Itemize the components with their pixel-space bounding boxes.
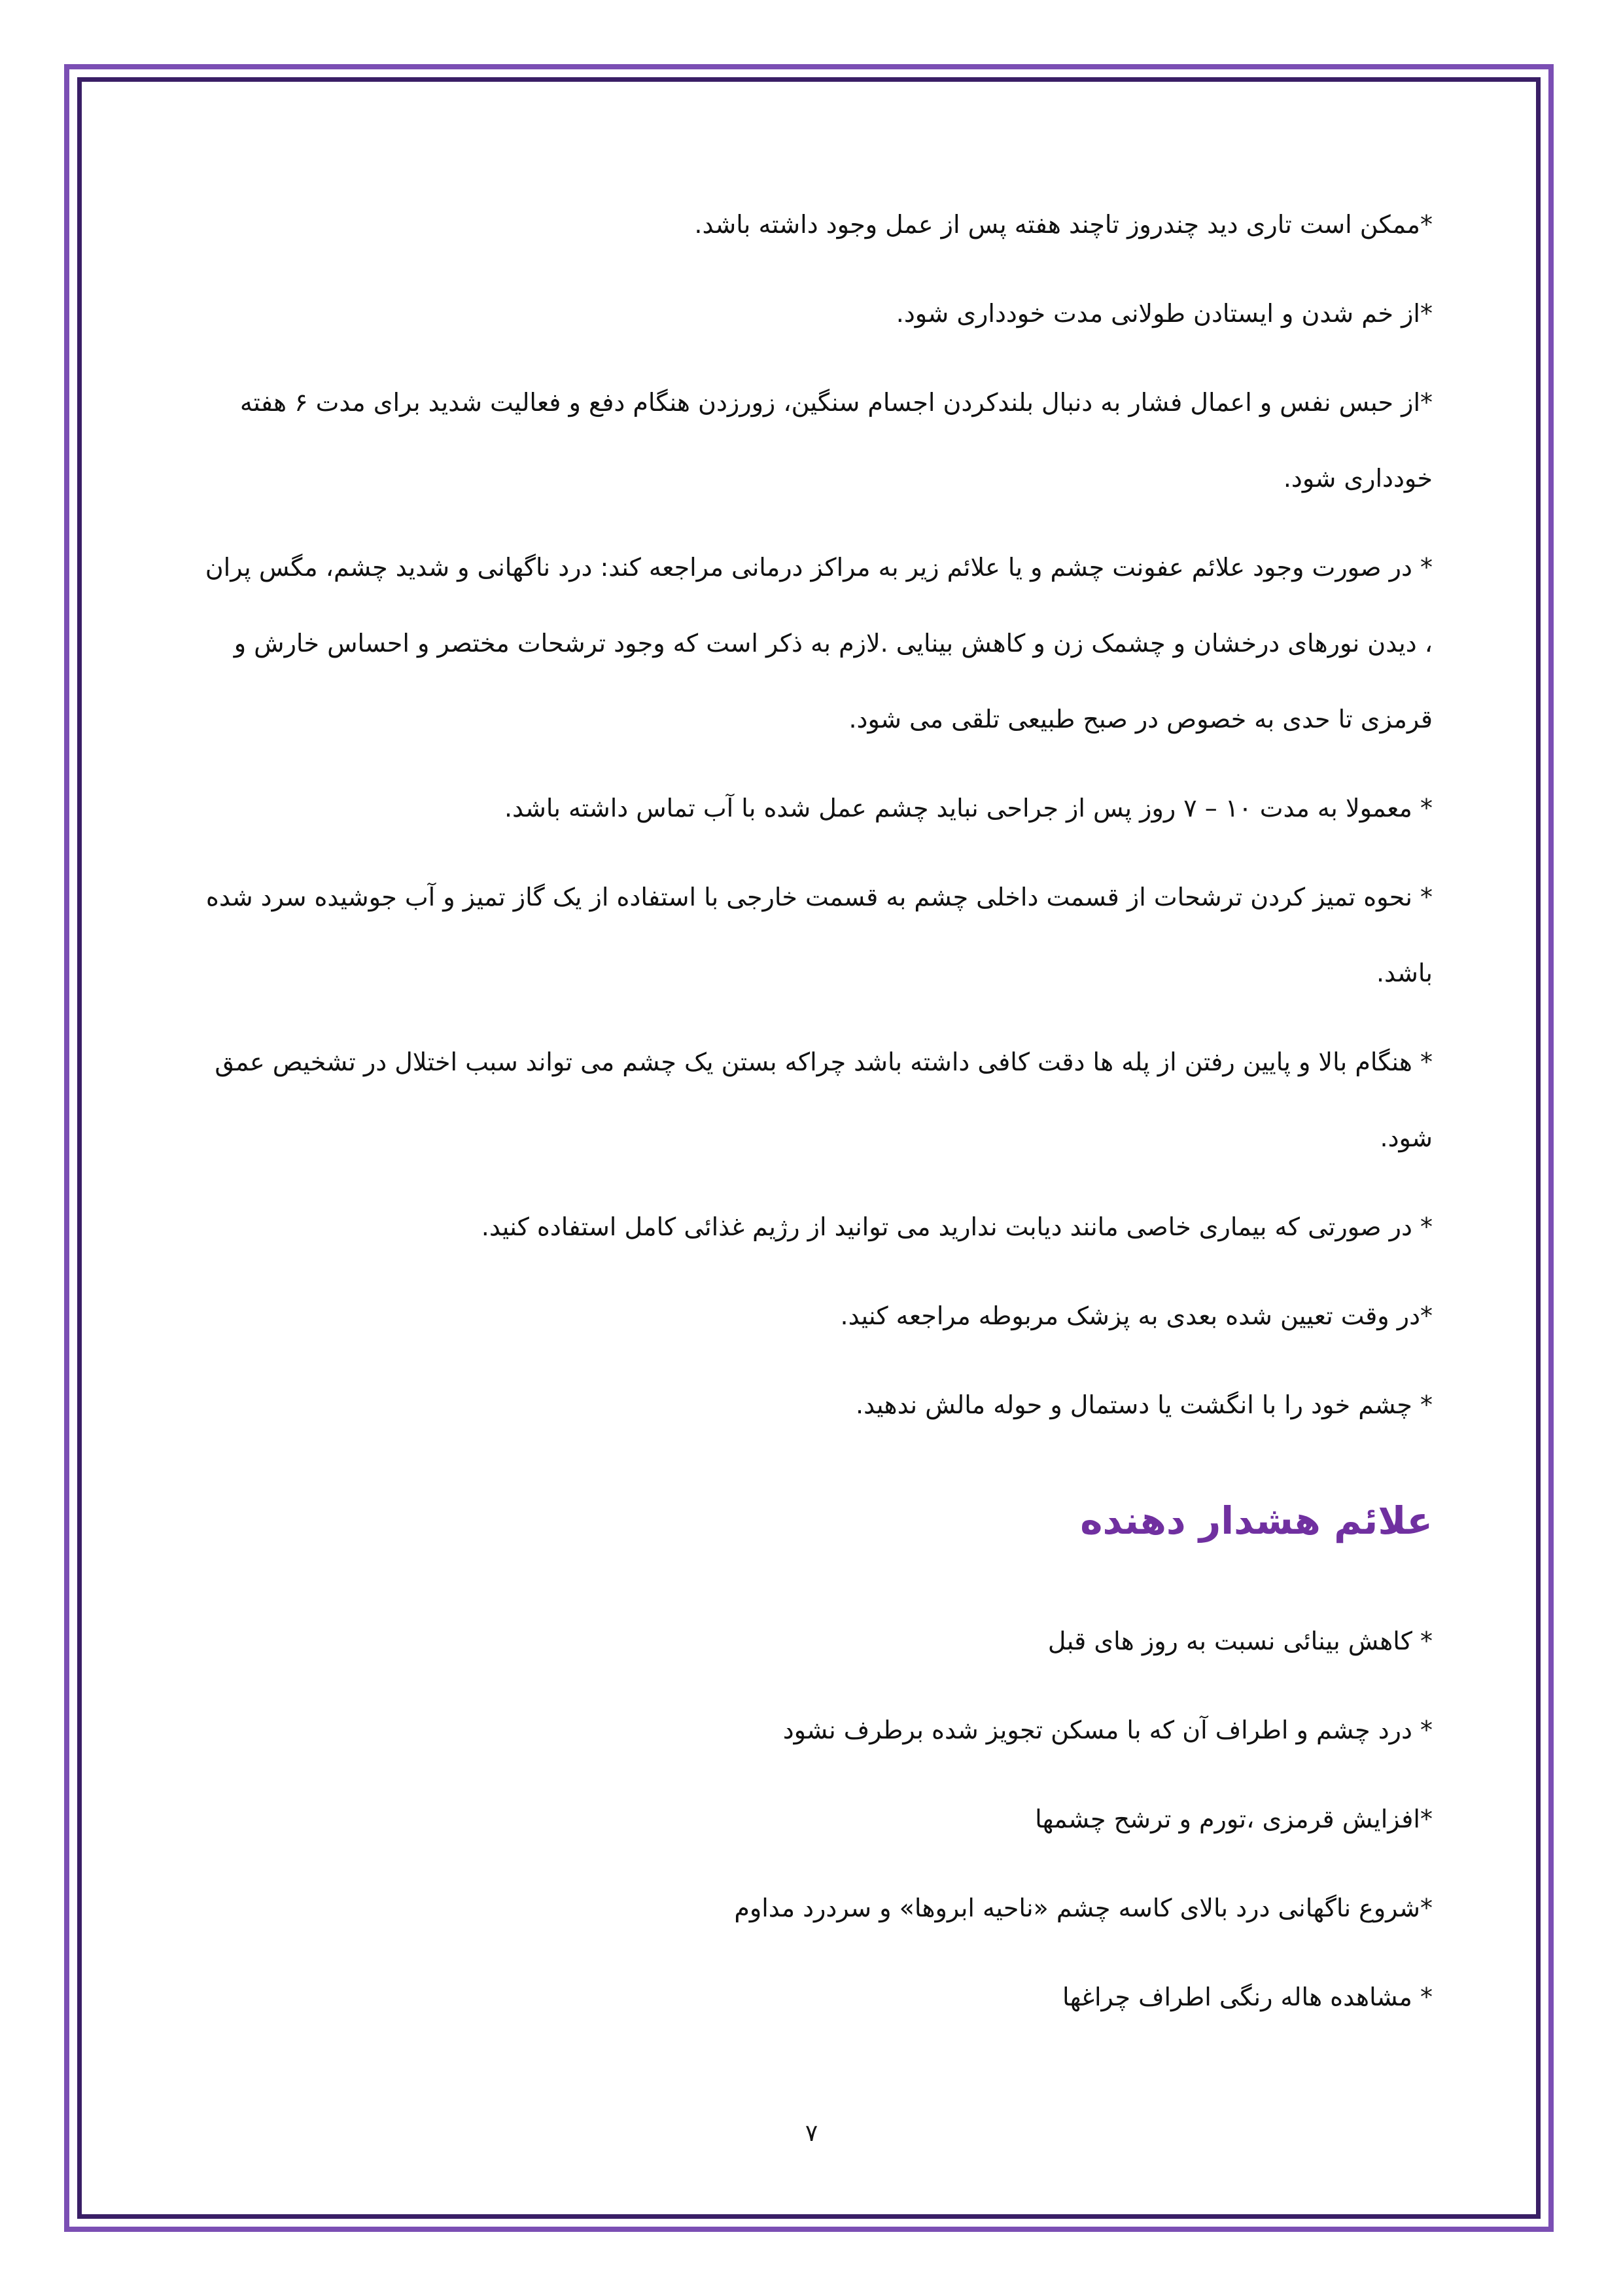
instruction-paragraph: *از خم شدن و ایستادن طولانی مدت خودداری شود.: [896, 299, 1433, 328]
instruction-paragraph: * نحوه تمیز کردن ترشحات از قسمت داخلی چشم به قسمت خارجی با استفاده از یک گاز تمیز و آب جوشیده سرد شده باشد.: [205, 883, 1433, 987]
warning-item: *افزایش قرمزی ،تورم و ترشح چشمها: [1035, 1805, 1433, 1833]
instruction-paragraph: * هنگام بالا و پایین رفتن از پله ها دقت کافی داشته باشد چراکه بستن یک چشم می تواند سبب اختلال در تشخیص عمق شود.: [215, 1048, 1433, 1152]
instruction-paragraph: * معمولا به مدت ۱۰ – ۷ روز پس از جراحی نباید چشم عمل شده با آب تماس داشته باشد.: [504, 794, 1433, 822]
instruction-paragraph: *ممکن است تاری دید چندروز تاچند هفته پس از عمل وجود داشته باشد.: [694, 210, 1433, 239]
page-number: ۷: [805, 2120, 818, 2147]
instruction-paragraph: * در صورتی که بیماری خاصی مانند دیابت ندارید می توانید از رژیم غذائی کامل استفاده کنید.: [481, 1212, 1433, 1241]
warning-item: *شروع ناگهانی درد بالای کاسه چشم «ناحیه ابروها» و سردرد مداوم: [734, 1894, 1433, 1922]
instructions-list: [196, 186, 1433, 1456]
warning-item: * مشاهده هاله رنگی اطراف چراغها: [1062, 1983, 1433, 2011]
warning-item: * کاهش بینائی نسبت به روز های قبل: [1047, 1627, 1433, 1655]
warning-signs-heading: علائم هشدار دهنده: [1080, 1498, 1433, 1543]
instruction-paragraph: * چشم خود را با انگشت یا دستمال و حوله مالش ندهید.: [856, 1390, 1433, 1419]
instruction-paragraph: * در صورت وجود علائم عفونت چشم و یا علائم زیر به مراکز درمانی مراجعه کند: درد ناگهانی و شدید چشم، مگس پران ، دیدن نورهای درخشان و چشمک زن و کاهش بینایی .لازم به ذکر است که وجود ترشحات مختصر و احساس خارش و قرمزی تا حدی به خصوص در صبح طبیعی تلقی می شود.: [205, 553, 1433, 733]
warning-signs-list: [196, 1597, 1433, 2041]
instruction-paragraph: *از حبس نفس و اعمال فشار به دنبال بلندکردن اجسام سنگین، زورزدن هنگام دفع و فعالیت شدید برای مدت ۶ هفته خودداری شود.: [239, 388, 1433, 493]
warning-item: * درد چشم و اطراف آن که با مسکن تجویز شده برطرف نشود: [782, 1716, 1433, 1744]
instruction-paragraph: *در وقت تعیین شده بعدی به پزشک مربوطه مراجعه کنید.: [840, 1301, 1433, 1330]
